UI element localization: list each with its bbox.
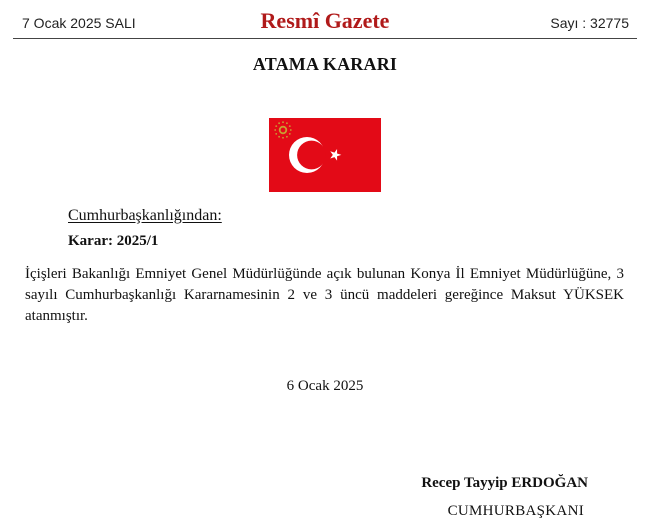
header-date: 7 Ocak 2025 SALI — [22, 15, 136, 31]
decision-date: 6 Ocak 2025 — [286, 378, 364, 394]
signatory-title: CUMHURBAŞKANI — [447, 503, 584, 519]
page-header — [0, 0, 650, 42]
decision-body-text: İçişleri Bakanlığı Emniyet Genel Müdürlüğünde açık bulunan Konya İl Emniyet Müdürlüğüne, 3 sayılı Cumhurbaşkanlığı Kararnamesinin 2 ve 3 üncü maddeleri gereğince Maksut YÜKSEK atanmıştır. — [25, 266, 624, 324]
issue-number: Sayı : 32775 — [550, 15, 629, 31]
turkish-flag-icon — [269, 118, 381, 192]
issuing-authority: Cumhurbaşkanlığından: — [68, 207, 222, 224]
publication-title: Resmî Gazete — [260, 8, 390, 33]
decision-number: Karar: 2025/1 — [68, 233, 159, 249]
header-divider — [13, 38, 637, 39]
document-title: ATAMA KARARI — [252, 54, 398, 74]
signatory-name: Recep Tayyip ERDOĞAN — [421, 475, 588, 491]
